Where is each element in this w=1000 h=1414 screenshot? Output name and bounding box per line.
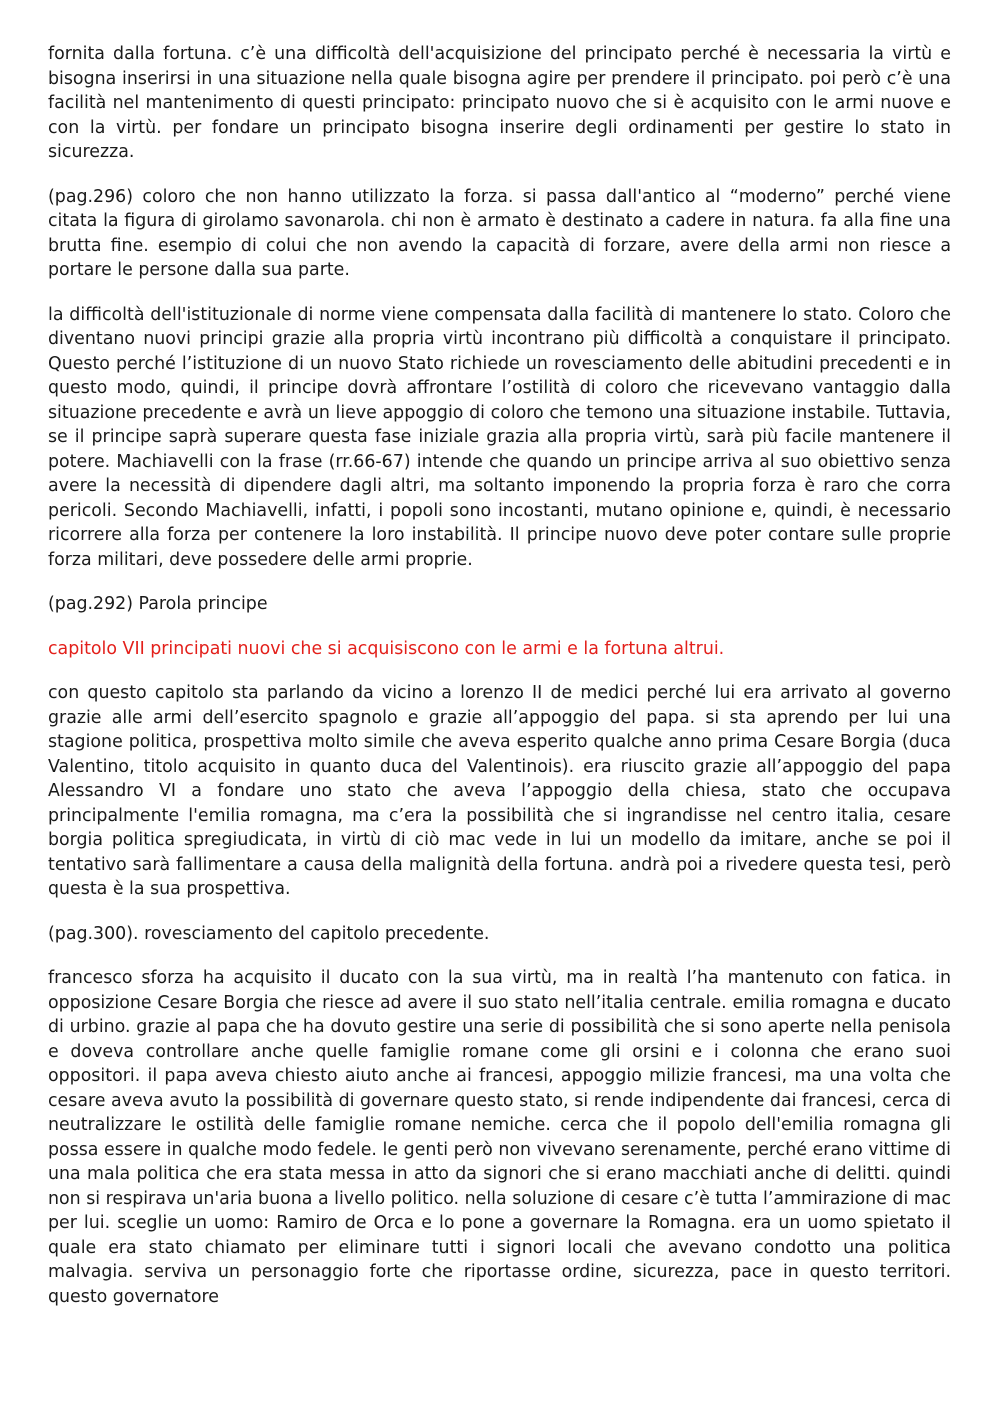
paragraph-lorenzo-medici: con questo capitolo sta parlando da vicino a lorenzo II de medici perché lui era arrivato al governo grazie alle armi dell’esercito spagnolo e grazie all’appoggio del papa. si sta aprendo per lui una stagione politica, prospettiva molto simile che aveva esperito qualche anno prima Cesare Borgia (duca Valentino, titolo acquisito in quanto duca del Valentinois). era riuscito grazie all’appoggio del papa Alessandro VI a fondare uno stato che aveva l’appoggio della chiesa, stato che occupava principalmente l'emilia romagna, ma c’era la possibilità che si ingrandisse nel centro italia, cesare borgia politica spregiudicata, in virtù di ciò mac vede in lui un modello da imitare, anche se poi il tentativo sarà fallimentare a causa della malignità della fortuna. andrà poi a rivedere questa tesi, però questa è la sua prospettiva. xyxy=(48,683,951,899)
paragraph-savonarola: (pag.296) coloro che non hanno utilizzato la forza. si passa dall'antico al “moderno” perché viene citata la figura di girolamo savonarola. chi non è armato è destinato a cadere in natura. fa alla fine una brutta fine. esempio di colui che non avendo la capacità di forzare, avere della armi non riesce a portare le persone dalla sua parte. xyxy=(48,186,951,280)
paragraph-rovesciamento: (pag.300). rovesciamento del capitolo precedente. xyxy=(48,923,490,944)
paragraph-difficolta: la difficoltà dell'istituzionale di norme viene compensata dalla facilità di mantenere lo stato. Coloro che diventano nuovi principi grazie alla propria virtù incontrano più difficoltà a conquistare il principato. Questo perché l’istituzione di un nuovo Stato richiede un rovesciamento delle abitudini precedenti e in questo modo, quindi, il principe dovrà affrontare l’ostilità di coloro che ricevevano vantaggio dalla situazione precedente e avrà un lieve appoggio di coloro che temono una situazione instabile. Tuttavia, se il principe saprà superare questa fase iniziale grazia alla propria virtù, sarà più facile mantenere il potere. Machiavelli con la frase (rr.66-67) intende che quando un principe arriva al suo obiettivo senza avere la necessità di dipendere dagli altri, ma soltanto imponendo la propria forza è raro che corra pericoli. Secondo Machiavelli, infatti, i popoli sono incostanti, mutano opinione e, quindi, è necessario ricorrere alla forza per contenere la loro instabilità. Il principe nuovo deve poter contare sulle proprie forza militari, deve possedere delle armi proprie. xyxy=(48,304,951,570)
paragraph-francesco-sforza: francesco sforza ha acquisito il ducato con la sua virtù, ma in realtà l’ha mantenuto con fatica. in opposizione Cesare Borgia che riesce ad avere il suo stato nell’italia centrale. emilia romagna e ducato di urbino. grazie al papa che ha dovuto gestire una serie di possibilità che si sono aperte nella penisola e doveva controllare anche quelle famiglie romane come gli orsini e i colonna che erano suoi oppositori. il papa aveva chiesto aiuto anche ai francesi, appoggio milizie francesi, ma una volta che cesare aveva avuto la possibilità di governare questo stato, si rende indipendente dai francesi, cerca di neutralizzare le ostilità delle famiglie romane nemiche. cerca che il popolo dell'emilia romagna gli possa essere in qualche modo fedele. le genti però non vivevano serenamente, perché erano vittime di una mala politica che era stata messa in atto da signori che si erano macchiati anche di delitti. quindi non si respirava un'aria buona a livello politico. nella soluzione di cesare c’è tutta l’ammirazione di mac per lui. sceglie un uomo: Ramiro de Orca e lo pone a governare la Romagna. era un uomo spietato il quale era stato chiamato per eliminare tutti i signori locali che avevano condotto una politica malvagia. serviva un personaggio forte che riportasse ordine, sicurezza, pace in questo territori. questo governatore xyxy=(48,968,951,1307)
document-page xyxy=(48,42,951,1329)
paragraph-fortuna: fornita dalla fortuna. c’è una difficoltà dell'acquisizione del principato perché è necessaria la virtù e bisogna inserirsi in una situazione nella quale bisogna agire per prendere il principato. poi però c’è una facilità nel mantenimento di questi principato: principato nuovo che si è acquisito con le armi nuove e con la virtù. per fondare un principato bisogna inserire degli ordinamenti per gestire lo stato in sicurezza. xyxy=(48,44,951,162)
paragraph-parola-principe: (pag.292) Parola principe xyxy=(48,594,268,614)
chapter-heading: capitolo VII principati nuovi che si acquisiscono con le armi e la fortuna altrui. xyxy=(48,638,725,659)
